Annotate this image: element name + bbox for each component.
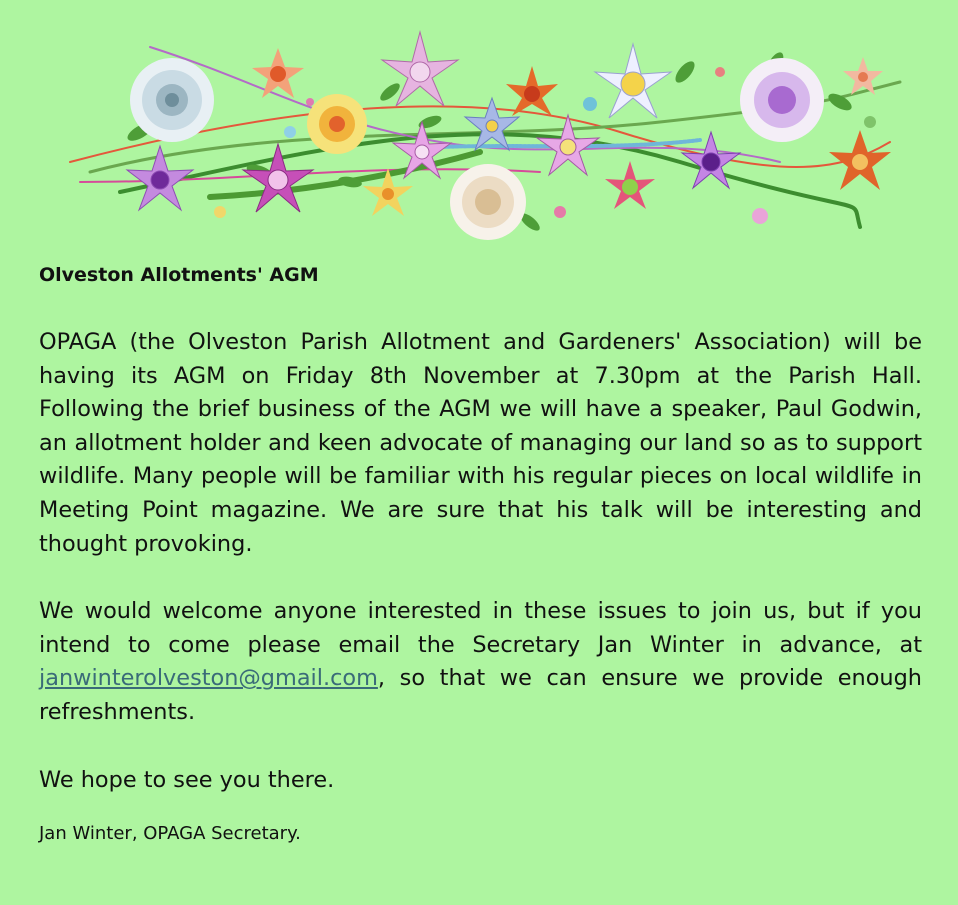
flower-icon [306,98,314,106]
flower-icon [307,94,367,154]
flower-icon [752,208,768,224]
flower-icon [127,146,193,210]
flower-icon [450,164,526,240]
flower-icon [554,206,566,218]
notice-body [39,258,922,849]
flower-icon [252,48,304,98]
flower-icon [465,98,519,150]
flower-icon [595,44,671,118]
flower-icon [715,67,725,77]
flower-garland-banner [60,22,910,247]
flower-icon [740,58,824,142]
rsvp-text-before: We would welcome anyone interested in these issues to join us, but if you intend to come please email the Secretary Jan Winter in advance, at [39,598,922,658]
paragraph-rsvp [39,595,922,729]
flower-icon [130,58,214,142]
paragraph-closing: We hope to see you there. [39,766,335,793]
flower-icon [284,126,296,138]
rsvp-text-after: , so that we can ensure we provide enough refreshments. [39,665,922,725]
flower-icon [583,97,597,111]
notice-heading: Olveston Allotments' AGM [39,264,319,286]
email-link[interactable]: janwinterolveston@gmail.com [39,665,378,692]
flower-icon [605,161,655,209]
paragraph-details: OPAGA (the Olveston Parish Allotment and Gardeners' Association) will be having its AGM on Friday 8th November at 7.30pm at the Parish Hall. Following the brief business of the AGM we will have a speaker, Paul Godwin, an allotment holder and keen advocate of managing our land so as to support wildlife. Many people will be familiar with his regular pieces on local wildlife in Meeting Point magazine. We are sure that his talk will be interesting and thought provoking. [39,329,922,557]
flower-icon [829,130,891,190]
signature: Jan Winter, OPAGA Secretary. [39,823,301,845]
flower-icon [506,66,558,116]
flower-icon [864,116,876,128]
flower-icon [214,206,226,218]
